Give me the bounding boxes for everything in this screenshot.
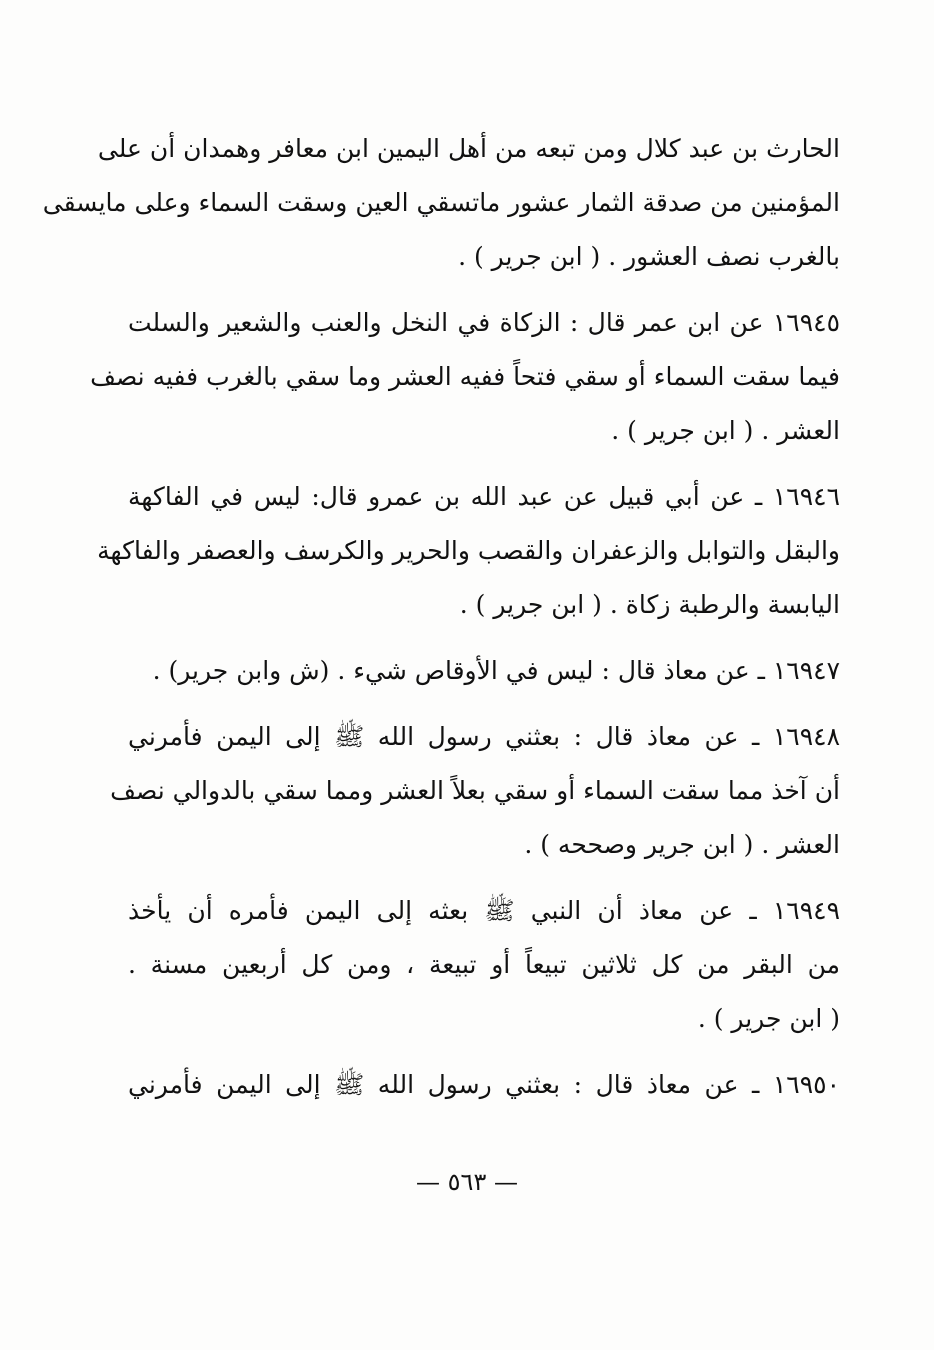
paragraph-16948 (110, 710, 840, 872)
text-line: من البقر من كل ثلاثين تبيعاً أو تبيعة ، ومن كل أربعين مسنة . (128, 950, 840, 979)
page-number: — ٥٦٣ — (416, 1168, 518, 1196)
paragraph-intro (42, 122, 840, 284)
text-line: اليابسة والرطبة زكاة . ( ابن جرير ) . (459, 590, 840, 619)
text-line: ١٦٩٤٨ ـ عن معاذ قال : بعثني رسول الله ﷺ إلى اليمن فأمرني (128, 722, 840, 751)
paragraph-16950 (128, 1058, 840, 1112)
paragraph-16947 (128, 644, 840, 698)
text-line: ١٦٩٤٥ عن ابن عمر قال : الزكاة في النخل والعنب والشعير والسلت (128, 308, 840, 337)
text-line: أن آخذ مما سقت السماء أو سقي بعلاً العشر ومما سقي بالدوالي نصف (110, 776, 840, 805)
paragraph-16945 (90, 296, 840, 458)
text-line: الحارث بن عبد كلال ومن تبعه من أهل اليمين ابن معافر وهمدان أن على (97, 134, 840, 163)
page-body-text (42, 122, 840, 1124)
text-line: ١٦٩٤٧ ـ عن معاذ قال : ليس في الأوقاص شيء . (ش وابن جرير) . (152, 656, 840, 685)
text-line: العشر . ( ابن جرير ) . (611, 416, 840, 445)
text-line: المؤمنين من صدقة الثمار عشور ماتسقي العين وسقت السماء وعلى مايسقى (42, 188, 840, 217)
text-line: بالغرب نصف العشور . ( ابن جرير ) . (458, 242, 840, 271)
text-line: ( ابن جرير ) . (697, 1004, 840, 1033)
text-line: فيما سقت السماء أو سقي فتحاً ففيه العشر وما سقي بالغرب ففيه نصف (90, 362, 840, 391)
paragraph-16946 (97, 470, 840, 632)
text-line: ١٦٩٤٦ ـ عن أبي قبيل عن عبد الله بن عمرو قال: ليس في الفاكهة (128, 482, 840, 511)
paragraph-16949 (128, 884, 840, 1046)
text-line: ١٦٩٥٠ ـ عن معاذ قال : بعثني رسول الله ﷺ إلى اليمن فأمرني (128, 1070, 840, 1099)
text-line: العشر . ( ابن جرير وصححه ) . (524, 830, 840, 859)
text-line: والبقل والتوابل والزعفران والقصب والحرير والكرسف والعصفر والفاكهة (97, 536, 840, 565)
text-line: ١٦٩٤٩ ـ عن معاذ أن النبي ﷺ بعثه إلى اليمن فأمره أن يأخذ (128, 896, 840, 925)
